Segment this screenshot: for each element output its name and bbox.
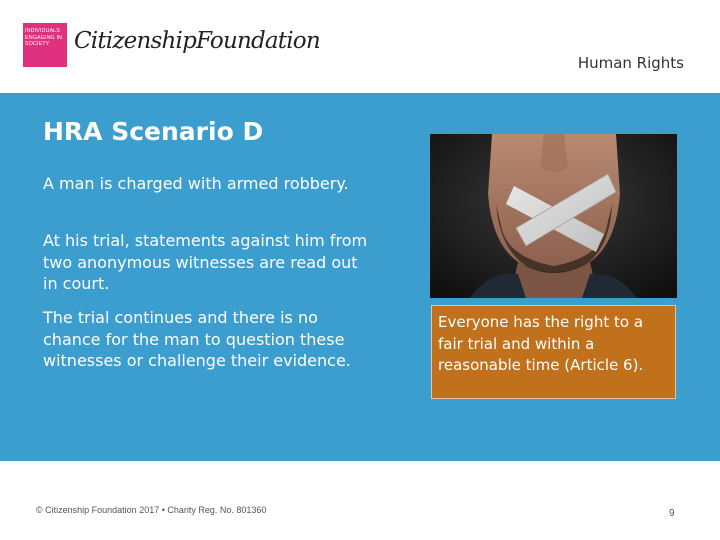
logo-badge-line: INDIVIDUALS xyxy=(25,28,60,34)
scenario-paragraph: At his trial, statements against him from two anonymous witnesses are read out in court. xyxy=(43,231,368,293)
scenario-paragraph: The trial continues and there is no chance for the man to question these witnesses or challenge their evidence. xyxy=(43,308,351,370)
logo-badge-line: ENGAGING IN xyxy=(25,34,63,41)
header-section-title: Human Rights xyxy=(577,54,684,72)
taped-mouth-photo xyxy=(430,134,677,298)
organization-logo-text: CitizenshipFoundation xyxy=(74,28,320,54)
slide-title: HRA Scenario D xyxy=(43,117,264,146)
scenario-paragraph: A man is charged with armed robbery. xyxy=(43,174,349,193)
organization-logo-badge xyxy=(23,23,67,67)
footer-copyright: © Citizenship Foundation 2017 • Charity Reg. No. 801360 xyxy=(36,505,267,515)
page-number: 9 xyxy=(669,508,675,519)
logo-badge-line: SOCIETY xyxy=(25,41,50,48)
slide-header xyxy=(0,0,720,93)
article-callout-box: Everyone has the right to a fair trial and within a reasonable time (Article 6). xyxy=(431,305,676,399)
man-with-taped-mouth-photo xyxy=(430,134,677,298)
